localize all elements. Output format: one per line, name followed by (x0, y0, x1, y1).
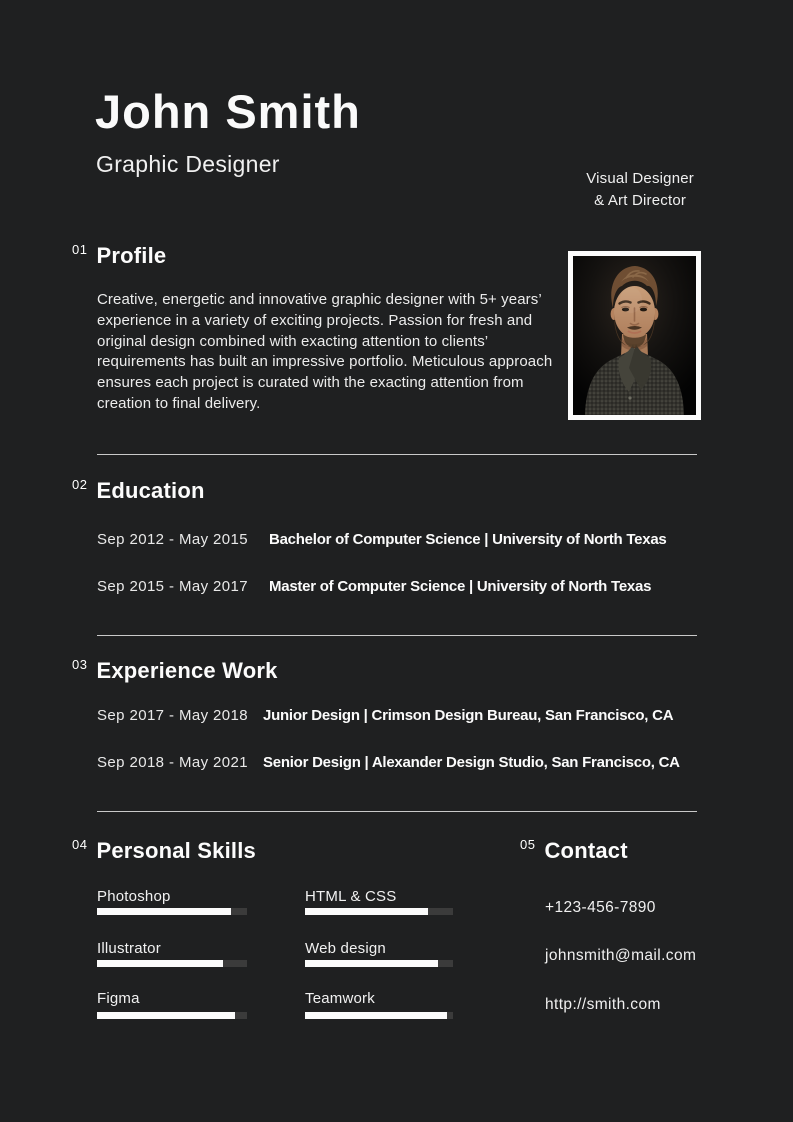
role-tagline (586, 168, 694, 211)
skill-label: Illustrator (97, 940, 161, 957)
skill-bar (97, 908, 247, 915)
section-divider-2 (97, 635, 697, 636)
section-skills-heading (72, 838, 256, 864)
profile-summary-text: Creative, energetic and innovative graphic designer with 5+ years’ experience in a variety of exciting projects. Passion for fresh and original design combined with exacting attention to clients’ requirements has built an impressive portfolio. Meticulous approach ensures each project is curated with the exacting attention from creation to final delivery. (97, 291, 553, 412)
skill-bar-fill (97, 908, 231, 915)
skill-label: Web design (305, 940, 386, 957)
role-line-1: Visual Designer (586, 170, 694, 187)
section-title-experience: Experience Work (96, 658, 278, 683)
section-divider-3 (97, 811, 697, 812)
education-date: Sep 2012 - May 2015 (97, 531, 249, 548)
portrait-illustration (573, 256, 696, 415)
role-line-2: & Art Director (594, 191, 687, 209)
skill-bar-fill (97, 1012, 235, 1019)
section-number-02: 02 (72, 477, 88, 492)
skill-label: Teamwork (305, 990, 375, 1007)
person-title: Graphic Designer (96, 151, 280, 177)
section-divider-1 (97, 454, 697, 455)
section-title-education: Education (96, 478, 205, 503)
skill-bar (97, 960, 247, 967)
section-contact-heading (520, 838, 628, 864)
section-education-heading (72, 478, 205, 504)
section-title-profile: Profile (96, 243, 167, 268)
section-experience-heading (72, 658, 278, 684)
section-number-03: 03 (72, 657, 88, 672)
skill-label: Figma (97, 990, 140, 1007)
contact-phone[interactable]: +123-456-7890 (545, 899, 656, 916)
skill-bar (305, 960, 453, 967)
skill-bar-fill (305, 1012, 447, 1019)
contact-email[interactable]: johnsmith@mail.com (545, 947, 697, 964)
experience-date: Sep 2017 - May 2018 (97, 707, 249, 724)
skill-bar-fill (305, 908, 428, 915)
experience-role: Junior Design | Crimson Design Bureau, San Francisco, CA (263, 707, 674, 724)
contact-website[interactable]: http://smith.com (545, 996, 661, 1013)
experience-date: Sep 2018 - May 2021 (97, 754, 249, 771)
profile-photo (568, 251, 701, 420)
education-date: Sep 2015 - May 2017 (97, 578, 249, 595)
skill-bar (305, 1012, 453, 1019)
skill-bar-fill (97, 960, 223, 967)
skill-label: HTML & CSS (305, 888, 397, 905)
education-degree: Bachelor of Computer Science | University of North Texas (269, 531, 667, 548)
section-title-contact: Contact (544, 838, 628, 863)
section-number-04: 04 (72, 837, 88, 852)
skill-label: Photoshop (97, 888, 171, 905)
skill-bar (97, 1012, 247, 1019)
section-profile-heading (72, 243, 166, 269)
skill-bar-fill (305, 960, 438, 967)
skill-bar (305, 908, 453, 915)
education-degree: Master of Computer Science | University of North Texas (269, 578, 652, 595)
experience-role: Senior Design | Alexander Design Studio, San Francisco, CA (263, 754, 680, 771)
section-number-05: 05 (520, 837, 536, 852)
person-name: John Smith (95, 85, 361, 138)
section-number-01: 01 (72, 242, 88, 257)
section-title-skills: Personal Skills (96, 838, 256, 863)
